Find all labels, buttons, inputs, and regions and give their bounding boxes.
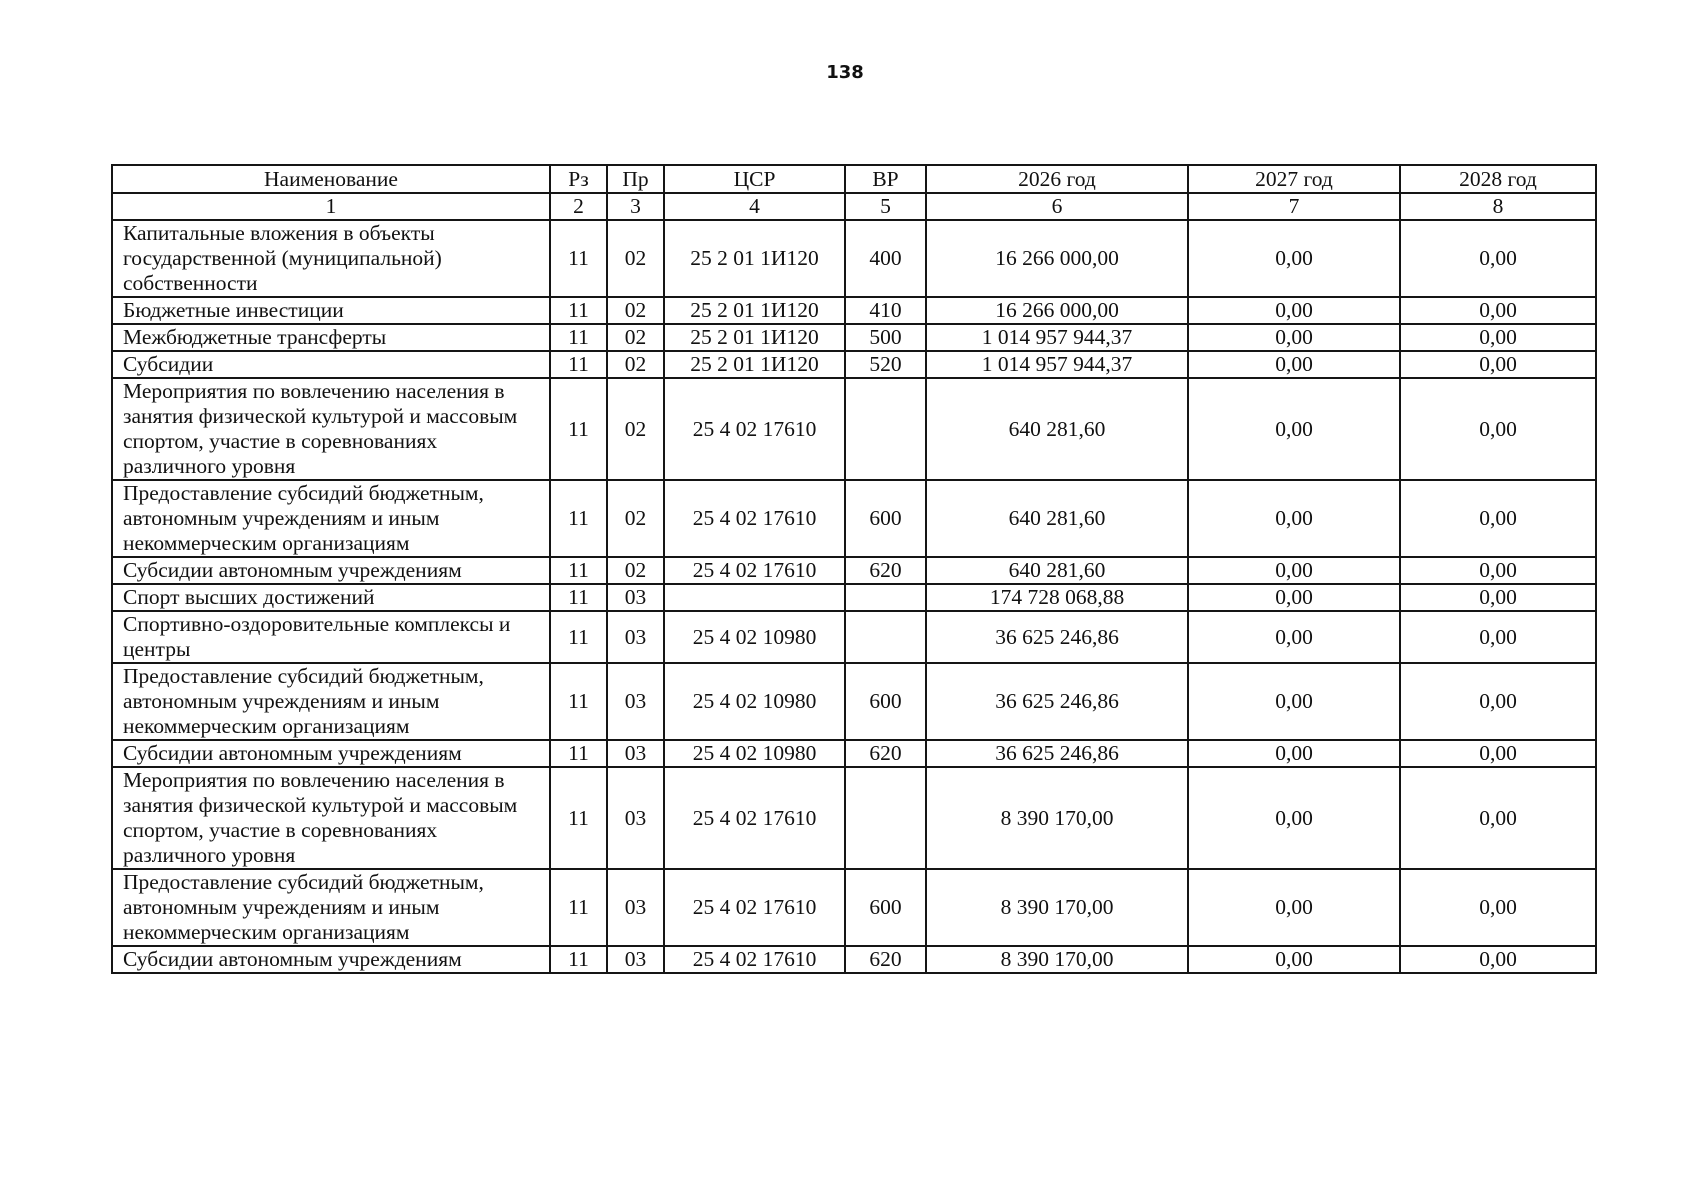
- cell-2027: 0,00: [1188, 584, 1400, 611]
- cell-vr: 520: [845, 351, 926, 378]
- cell-2028: 0,00: [1400, 557, 1596, 584]
- table-body: [112, 220, 1596, 973]
- cell-pr: 03: [607, 584, 664, 611]
- column-number: 3: [607, 193, 664, 220]
- cell-2027: 0,00: [1188, 557, 1400, 584]
- cell-csr: 25 4 02 17610: [664, 480, 845, 557]
- cell-2028: 0,00: [1400, 378, 1596, 480]
- table-row: [112, 740, 1596, 767]
- cell-rz: 11: [550, 869, 607, 946]
- cell-csr: 25 4 02 17610: [664, 767, 845, 869]
- header-row: [112, 165, 1596, 193]
- budget-table: [111, 164, 1597, 974]
- cell-name: Мероприятия по вовлечению населения в занятия физической культурой и массовым спортом, участие в соревнованиях различного уровня: [112, 767, 550, 869]
- column-header-rz: Рз: [550, 165, 607, 193]
- cell-name: Субсидии автономным учреждениям: [112, 740, 550, 767]
- cell-2028: 0,00: [1400, 611, 1596, 663]
- cell-2026: 174 728 068,88: [926, 584, 1188, 611]
- cell-name: Межбюджетные трансферты: [112, 324, 550, 351]
- cell-vr: 620: [845, 740, 926, 767]
- cell-name: Спортивно-оздоровительные комплексы и центры: [112, 611, 550, 663]
- cell-2028: 0,00: [1400, 946, 1596, 973]
- cell-csr: 25 4 02 10980: [664, 663, 845, 740]
- cell-pr: 03: [607, 740, 664, 767]
- cell-pr: 02: [607, 480, 664, 557]
- cell-2028: 0,00: [1400, 740, 1596, 767]
- cell-2028: 0,00: [1400, 584, 1596, 611]
- cell-csr: 25 4 02 17610: [664, 557, 845, 584]
- page-number: 138: [826, 62, 864, 83]
- cell-vr: [845, 584, 926, 611]
- cell-name: Спорт высших достижений: [112, 584, 550, 611]
- table-row: [112, 869, 1596, 946]
- cell-2026: 640 281,60: [926, 480, 1188, 557]
- table-row: [112, 378, 1596, 480]
- cell-pr: 03: [607, 767, 664, 869]
- cell-pr: 02: [607, 557, 664, 584]
- cell-2026: 16 266 000,00: [926, 297, 1188, 324]
- cell-csr: 25 4 02 17610: [664, 869, 845, 946]
- cell-2027: 0,00: [1188, 480, 1400, 557]
- table-row: [112, 767, 1596, 869]
- cell-pr: 02: [607, 378, 664, 480]
- cell-vr: [845, 611, 926, 663]
- column-number-row: [112, 193, 1596, 220]
- cell-2028: 0,00: [1400, 663, 1596, 740]
- cell-pr: 02: [607, 220, 664, 297]
- cell-2026: 1 014 957 944,37: [926, 324, 1188, 351]
- cell-rz: 11: [550, 297, 607, 324]
- cell-rz: 11: [550, 740, 607, 767]
- cell-2027: 0,00: [1188, 663, 1400, 740]
- cell-2027: 0,00: [1188, 946, 1400, 973]
- cell-pr: 03: [607, 869, 664, 946]
- cell-2028: 0,00: [1400, 297, 1596, 324]
- cell-2028: 0,00: [1400, 324, 1596, 351]
- table-row: [112, 557, 1596, 584]
- cell-2026: 36 625 246,86: [926, 611, 1188, 663]
- cell-name: Субсидии: [112, 351, 550, 378]
- cell-csr: 25 4 02 10980: [664, 611, 845, 663]
- cell-2026: 36 625 246,86: [926, 740, 1188, 767]
- cell-vr: 600: [845, 869, 926, 946]
- cell-vr: 620: [845, 946, 926, 973]
- cell-pr: 03: [607, 611, 664, 663]
- cell-csr: 25 2 01 1И120: [664, 297, 845, 324]
- cell-csr: 25 2 01 1И120: [664, 324, 845, 351]
- cell-pr: 02: [607, 351, 664, 378]
- table-row: [112, 351, 1596, 378]
- cell-2027: 0,00: [1188, 740, 1400, 767]
- cell-rz: 11: [550, 378, 607, 480]
- column-number: 1: [112, 193, 550, 220]
- cell-vr: [845, 767, 926, 869]
- column-number: 5: [845, 193, 926, 220]
- cell-name: Субсидии автономным учреждениям: [112, 557, 550, 584]
- cell-csr: 25 4 02 10980: [664, 740, 845, 767]
- column-number: 4: [664, 193, 845, 220]
- cell-vr: 600: [845, 663, 926, 740]
- table-row: [112, 584, 1596, 611]
- cell-name: Мероприятия по вовлечению населения в занятия физической культурой и массовым спортом, участие в соревнованиях различного уровня: [112, 378, 550, 480]
- column-number: 8: [1400, 193, 1596, 220]
- cell-name: Субсидии автономным учреждениям: [112, 946, 550, 973]
- cell-rz: 11: [550, 663, 607, 740]
- cell-rz: 11: [550, 611, 607, 663]
- cell-2027: 0,00: [1188, 351, 1400, 378]
- cell-rz: 11: [550, 324, 607, 351]
- cell-2028: 0,00: [1400, 351, 1596, 378]
- cell-vr: 620: [845, 557, 926, 584]
- cell-vr: 500: [845, 324, 926, 351]
- cell-name: Предоставление субсидий бюджетным, автономным учреждениям и иным некоммерческим организациям: [112, 480, 550, 557]
- cell-2026: 8 390 170,00: [926, 767, 1188, 869]
- table-row: [112, 480, 1596, 557]
- table-row: [112, 946, 1596, 973]
- column-number: 2: [550, 193, 607, 220]
- cell-2027: 0,00: [1188, 378, 1400, 480]
- cell-vr: [845, 378, 926, 480]
- table-row: [112, 297, 1596, 324]
- cell-pr: 03: [607, 663, 664, 740]
- cell-csr: 25 4 02 17610: [664, 946, 845, 973]
- cell-csr: 25 4 02 17610: [664, 378, 845, 480]
- cell-csr: [664, 584, 845, 611]
- cell-2028: 0,00: [1400, 767, 1596, 869]
- table-row: [112, 324, 1596, 351]
- cell-vr: 410: [845, 297, 926, 324]
- cell-pr: 02: [607, 324, 664, 351]
- cell-csr: 25 2 01 1И120: [664, 351, 845, 378]
- cell-vr: 600: [845, 480, 926, 557]
- cell-rz: 11: [550, 480, 607, 557]
- cell-2028: 0,00: [1400, 220, 1596, 297]
- cell-2026: 8 390 170,00: [926, 946, 1188, 973]
- cell-rz: 11: [550, 557, 607, 584]
- cell-pr: 03: [607, 946, 664, 973]
- cell-csr: 25 2 01 1И120: [664, 220, 845, 297]
- cell-2027: 0,00: [1188, 611, 1400, 663]
- cell-rz: 11: [550, 220, 607, 297]
- cell-2027: 0,00: [1188, 220, 1400, 297]
- cell-2027: 0,00: [1188, 324, 1400, 351]
- cell-name: Предоставление субсидий бюджетным, автономным учреждениям и иным некоммерческим организациям: [112, 869, 550, 946]
- column-header-2027: 2027 год: [1188, 165, 1400, 193]
- column-number: 7: [1188, 193, 1400, 220]
- cell-rz: 11: [550, 351, 607, 378]
- cell-2026: 16 266 000,00: [926, 220, 1188, 297]
- cell-2027: 0,00: [1188, 297, 1400, 324]
- column-header-name: Наименование: [112, 165, 550, 193]
- column-header-vr: ВР: [845, 165, 926, 193]
- column-number: 6: [926, 193, 1188, 220]
- cell-name: Бюджетные инвестиции: [112, 297, 550, 324]
- column-header-2028: 2028 год: [1400, 165, 1596, 193]
- cell-vr: 400: [845, 220, 926, 297]
- cell-2027: 0,00: [1188, 869, 1400, 946]
- column-header-pr: Пр: [607, 165, 664, 193]
- cell-2028: 0,00: [1400, 869, 1596, 946]
- cell-2026: 640 281,60: [926, 557, 1188, 584]
- cell-name: Предоставление субсидий бюджетным, автономным учреждениям и иным некоммерческим организациям: [112, 663, 550, 740]
- cell-rz: 11: [550, 767, 607, 869]
- cell-rz: 11: [550, 946, 607, 973]
- cell-2027: 0,00: [1188, 767, 1400, 869]
- column-header-csr: ЦСР: [664, 165, 845, 193]
- cell-2026: 36 625 246,86: [926, 663, 1188, 740]
- cell-2026: 640 281,60: [926, 378, 1188, 480]
- cell-2028: 0,00: [1400, 480, 1596, 557]
- cell-pr: 02: [607, 297, 664, 324]
- cell-2026: 8 390 170,00: [926, 869, 1188, 946]
- cell-name: Капитальные вложения в объекты государственной (муниципальной) собственности: [112, 220, 550, 297]
- column-header-2026: 2026 год: [926, 165, 1188, 193]
- cell-2026: 1 014 957 944,37: [926, 351, 1188, 378]
- table-row: [112, 220, 1596, 297]
- table-row: [112, 611, 1596, 663]
- table-row: [112, 663, 1596, 740]
- cell-rz: 11: [550, 584, 607, 611]
